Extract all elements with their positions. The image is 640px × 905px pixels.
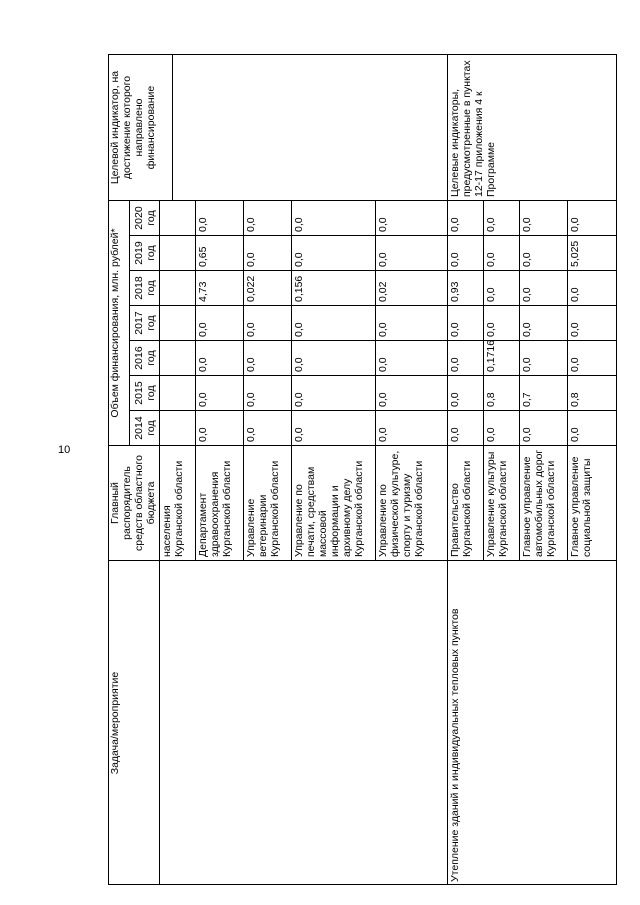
distributor-cell: Правительство Курганской области [448, 445, 484, 560]
value-cell: 0,0 [568, 200, 617, 235]
value-cell: 0,8 [484, 375, 520, 410]
task-cell [160, 560, 448, 885]
value-cell: 0,0 [520, 200, 568, 235]
funding-table [108, 54, 617, 885]
distributor-cell: Главное управление автомобильных дорог Курганской области [520, 445, 568, 560]
value-cell: 0,0 [376, 200, 448, 235]
value-cell: 0,0 [376, 375, 448, 410]
value-cell: 0,0 [196, 200, 244, 235]
value-cell: 0,0 [484, 270, 520, 305]
value-cell: 0,0 [292, 200, 376, 235]
value-cell: 0,0 [244, 410, 292, 445]
distributor-cell: Главное управление социальной защиты [568, 445, 617, 560]
value-cell: 0,0 [376, 235, 448, 270]
value-cell: 0,7 [520, 375, 568, 410]
page-number: 10 [58, 444, 71, 456]
value-cell: 0,0 [448, 410, 484, 445]
value-cell [160, 340, 196, 375]
value-cell [160, 305, 196, 340]
value-cell: 0,0 [448, 305, 484, 340]
header-task: Задача/мероприятие [108, 560, 160, 885]
value-cell: 0,0 [196, 410, 244, 445]
value-cell: 5,025 [568, 235, 617, 270]
header-year-2015: 2015 год [130, 375, 160, 410]
distributor-cell: Управление по печати, средствам массовой информации и архивному делу Курганской области [292, 445, 376, 560]
value-cell: 0,0 [520, 340, 568, 375]
value-cell: 0,02 [376, 270, 448, 305]
value-cell: 4,73 [196, 270, 244, 305]
value-cell: 0,0 [244, 235, 292, 270]
value-cell [160, 235, 196, 270]
value-cell: 0,0 [448, 340, 484, 375]
value-cell: 0,8 [568, 375, 617, 410]
task-cell: Утепление зданий и индивидуальных тепловых пунктов [448, 560, 617, 885]
header-year-2019: 2019 год [130, 235, 160, 270]
distributor-cell: Управление по физической культуре, спорту и туризму Курганской области [376, 445, 448, 560]
value-cell: 0,0 [196, 375, 244, 410]
value-cell: 0,0 [484, 200, 520, 235]
distributor-cell: населения Курганской области [160, 445, 196, 560]
value-cell: 0,0 [244, 200, 292, 235]
value-cell: 0,0 [448, 235, 484, 270]
header-year-2014: 2014 год [130, 410, 160, 445]
value-cell: 0,0 [520, 305, 568, 340]
value-cell [160, 375, 196, 410]
value-cell [160, 410, 196, 445]
distributor-cell: Управление ветеринарии Курганской области [244, 445, 292, 560]
header-year-2017: 2017 год [130, 305, 160, 340]
indicator-cell [173, 54, 448, 200]
indicator-cell: Целевые индикаторы, предусмотренные в пунктах 12-17 приложения 4 к Программе [448, 54, 617, 200]
value-cell: 0,0 [292, 305, 376, 340]
value-cell: 0,0 [448, 200, 484, 235]
header-year-2016: 2016 год [130, 340, 160, 375]
value-cell: 0,0 [292, 235, 376, 270]
header-distributor: Главный распорядитель средств областного бюджета [108, 445, 160, 560]
value-cell: 0,0 [244, 375, 292, 410]
value-cell: 0,0 [568, 340, 617, 375]
value-cell: 0,0 [520, 410, 568, 445]
value-cell: 0,0 [520, 235, 568, 270]
value-cell: 0,0 [520, 270, 568, 305]
header-indicator: Целевой индикатор, на достижение которого направлено финансирование [108, 54, 173, 200]
header-funding: Объем финансирования, млн. рублей* [108, 200, 130, 445]
value-cell: 0,0 [244, 340, 292, 375]
distributor-cell: Управление культуры Курганской области [484, 445, 520, 560]
value-cell: 0,0 [568, 270, 617, 305]
value-cell: 0,0 [376, 305, 448, 340]
value-cell: 0,0 [484, 305, 520, 340]
value-cell: 0,0 [484, 235, 520, 270]
value-cell: 0,0 [448, 375, 484, 410]
value-cell: 0,0 [196, 305, 244, 340]
value-cell: 0,0 [568, 410, 617, 445]
value-cell: 0,0 [292, 340, 376, 375]
header-year-2020: 2020 год [130, 200, 160, 235]
distributor-cell: Департамент здравоохранения Курганской области [196, 445, 244, 560]
value-cell: 0,022 [244, 270, 292, 305]
value-cell: 0,0 [196, 340, 244, 375]
value-cell: 0,1716 [484, 340, 520, 375]
value-cell: 0,0 [292, 410, 376, 445]
value-cell: 0,93 [448, 270, 484, 305]
value-cell: 0,0 [568, 305, 617, 340]
value-cell: 0,0 [376, 340, 448, 375]
value-cell [160, 270, 196, 305]
value-cell: 0,156 [292, 270, 376, 305]
value-cell [160, 200, 196, 235]
value-cell: 0,0 [244, 305, 292, 340]
value-cell: 0,0 [484, 410, 520, 445]
header-year-2018: 2018 год [130, 270, 160, 305]
value-cell: 0,0 [376, 410, 448, 445]
value-cell: 0,65 [196, 235, 244, 270]
value-cell: 0,0 [292, 375, 376, 410]
